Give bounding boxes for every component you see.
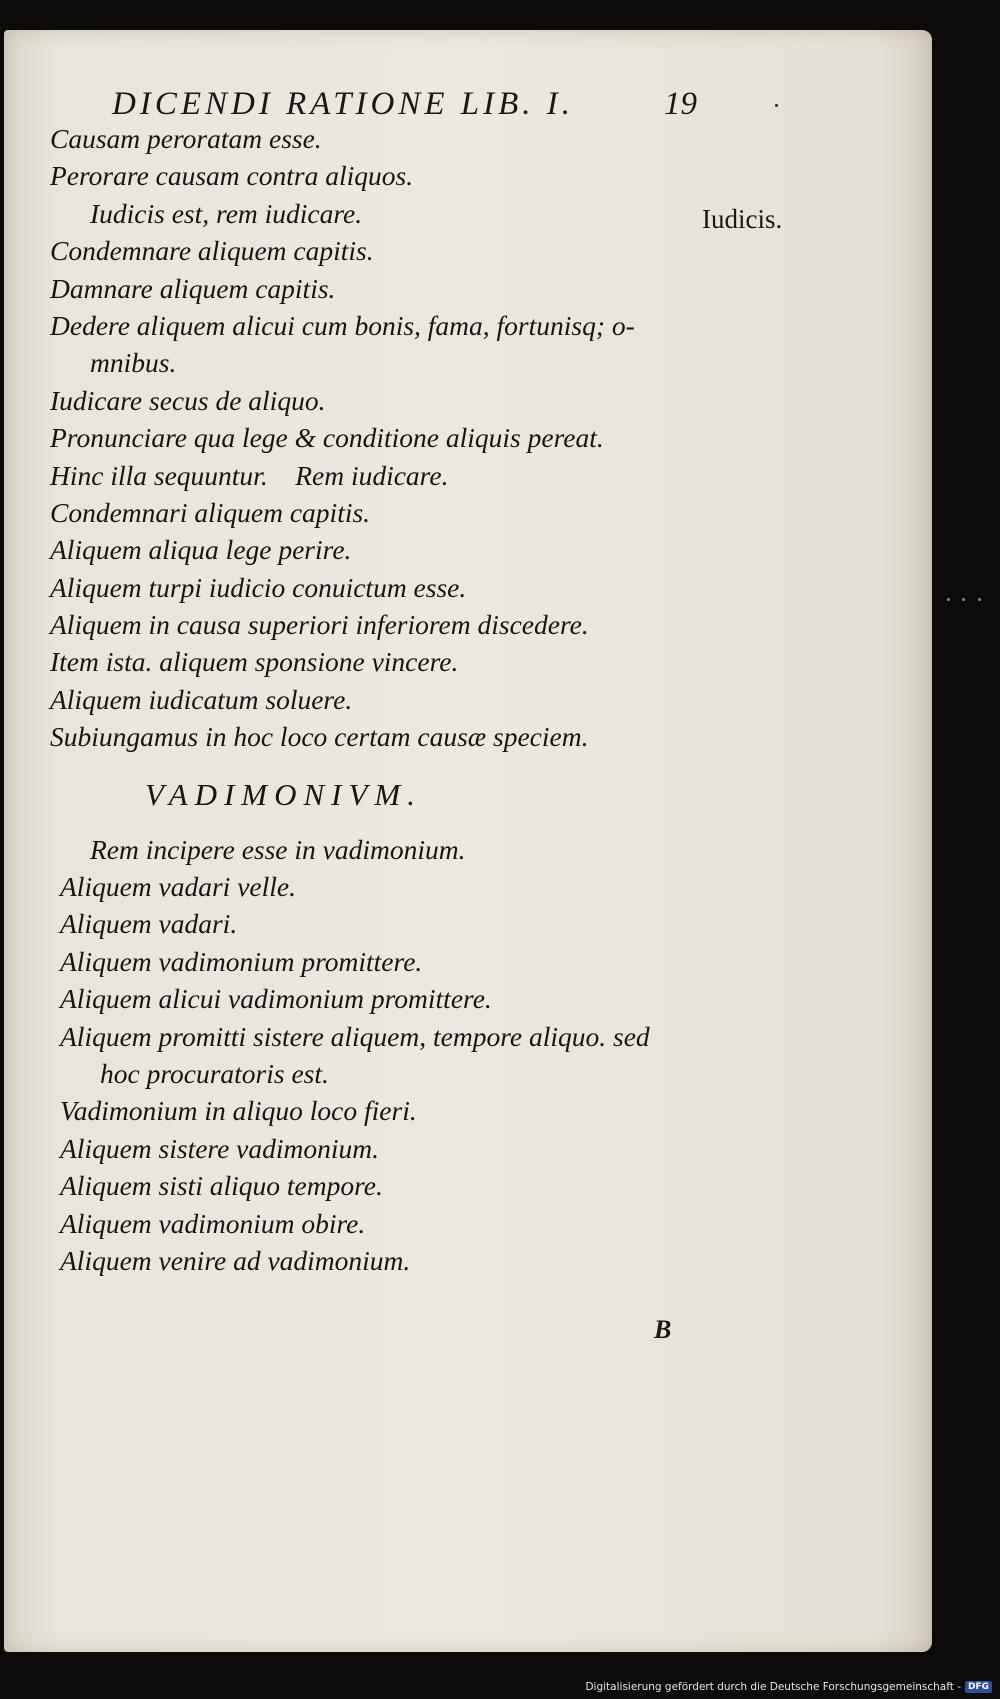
text-line: Aliquem iudicatum soluere. bbox=[50, 683, 353, 715]
footer-text: Digitalisierung gefördert durch die Deutsche Forschungsgemeinschaft - bbox=[585, 1681, 961, 1693]
text-line: Aliquem venire ad vadimonium. bbox=[60, 1244, 411, 1276]
text-line: Iudicis est, rem iudicare. bbox=[90, 197, 363, 229]
text-line: Hinc illa sequuntur. Rem iudicare. bbox=[50, 459, 449, 491]
text-line: Dedere aliquem alicui cum bonis, fama, fortunisq; o- bbox=[50, 309, 635, 341]
text-line: Aliquem alicui vadimonium promittere. bbox=[60, 983, 492, 1015]
margin-note: Iudicis. bbox=[702, 204, 783, 234]
text-line: Causam peroratam esse. bbox=[50, 123, 322, 154]
text-line: Subiungamus in hoc loco certam causæ speciem. bbox=[50, 721, 589, 753]
text-line: Perorare causam contra aliquos. bbox=[50, 160, 414, 192]
text-line: Aliquem vadari velle. bbox=[60, 871, 296, 903]
text-line: Aliquem vadari. bbox=[60, 908, 238, 940]
ink-spot bbox=[962, 598, 965, 601]
text-line: Condemnare aliquem capitis. bbox=[50, 235, 374, 267]
signature-mark: B bbox=[654, 1315, 672, 1344]
text-line: Item ista. aliquem sponsione vincere. bbox=[50, 646, 459, 678]
ink-spot bbox=[947, 598, 950, 601]
text-line: Aliquem turpi iudicio conuictum esse. bbox=[50, 571, 467, 603]
vadimonium-section bbox=[50, 831, 710, 1280]
ink-spot bbox=[978, 598, 981, 601]
text-line: Rem incipere esse in vadimonium. bbox=[90, 833, 466, 865]
body-text bbox=[50, 120, 710, 1279]
text-line: mnibus. bbox=[90, 347, 177, 379]
text-line: Aliquem sistere vadimonium. bbox=[60, 1132, 380, 1164]
page-number: 19 bbox=[664, 86, 697, 122]
text-line: Aliquem aliqua lege perire. bbox=[50, 534, 352, 566]
section-heading: VADIMONIVM. bbox=[145, 776, 423, 812]
ink-spot bbox=[775, 104, 778, 107]
text-line: Aliquem promitti sistere aliquem, tempore aliquo. sed bbox=[60, 1020, 650, 1052]
dfg-logo: DFG bbox=[965, 1681, 992, 1693]
text-line: Aliquem sisti aliquo tempore. bbox=[60, 1170, 383, 1202]
running-head-title: DICENDI RATIONE LIB. I. bbox=[112, 86, 574, 122]
text-line: Aliquem in causa superiori inferiorem discedere. bbox=[50, 609, 589, 641]
text-line: Aliquem vadimonium promittere. bbox=[60, 945, 423, 977]
text-line: Vadimonium in aliquo loco fieri. bbox=[60, 1095, 417, 1127]
text-line: hoc procuratoris est. bbox=[100, 1057, 329, 1089]
text-line: Iudicare secus de aliquo. bbox=[50, 384, 326, 416]
text-line: Pronunciare qua lege & conditione aliquis pereat. bbox=[50, 422, 604, 454]
text-line: Condemnari aliquem capitis. bbox=[50, 496, 371, 528]
footer-credit bbox=[585, 1681, 992, 1693]
text-line: Aliquem vadimonium obire. bbox=[60, 1207, 366, 1239]
text-line: Damnare aliquem capitis. bbox=[50, 272, 336, 304]
